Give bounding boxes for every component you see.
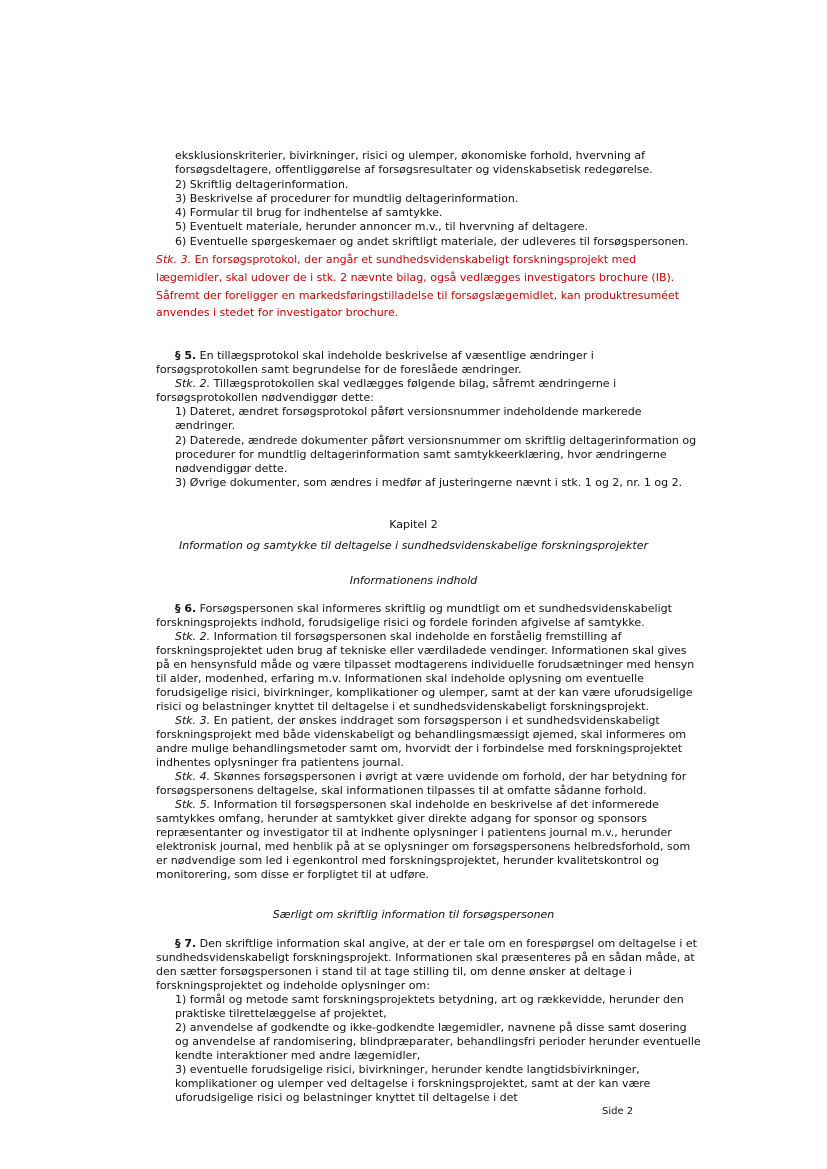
red-text-line: Såfremt der foreligger en markedsføringstilladelse til forsøgslægemidlet, kan produktresuméet [156,289,680,302]
text-line: forskningsprojekt med både videnskabeligt og behandlingsmæssigt øjemed, skal informeres om [156,728,687,741]
paragraph-marker: § 7. [175,937,197,950]
list-item: 4) Formular til brug for indhentelse af samtykke. [175,206,443,219]
text-line: samtykkes omfang, herunder at samtykket giver direkte adgang for sponsor og sponsors [156,812,647,825]
stk-text: Tillægsprotokollen skal vedlægges følgende bilag, såfremt ændringerne i [210,377,617,390]
list-item: 3) Beskrivelse af procedurer for mundtlig deltagerinformation. [175,192,519,205]
text-line: risici og belastninger knyttet til deltagelse i et sundhedsvidenskabeligt forskningsprojekt. [156,700,649,713]
red-text-line: anvendes i stedet for investigator brochure. [156,306,399,319]
text-line: er nødvendige som led i egenkontrol med forskningsprojektet, herunder kvalitetskontrol og [156,854,660,867]
list-item: 5) Eventuelt materiale, herunder annoncer m.v., til hvervning af deltagere. [175,220,589,233]
text-line: den sætter forsøgspersonen i stand til at tage stilling til, om denne ønsker at deltage i [156,965,632,978]
list-item: 2) Skriftlig deltagerinformation. [175,178,349,191]
paragraph-marker: § 5. [175,349,197,362]
text-line: på en hensynsfuld måde og være tilpasset modtagerens individuelle forudsætninger med hensyn [156,658,695,671]
text-line: forskningsprojektet uden brug af tekniske eller værdiladede vendinger. Informationen skal gives [156,644,687,657]
stk-text: Information til forsøgspersonen skal indeholde en forståelig fremstilling af [210,630,622,643]
list-item: 2) Daterede, ændrede dokumenter påført versionsnummer om skriftlig deltagerinformation og [175,434,697,447]
list-item: og anvendelse af randomisering, blindpræparater, behandlingsfri perioder herunder eventuelle [175,1035,701,1048]
paragraph-text: En tillægsprotokol skal indeholde beskrivelse af væsentlige ændringer i [196,349,594,362]
text-line: eksklusionskriterier, bivirkninger, risici og ulemper, økonomiske forhold, hvervning af [175,149,646,162]
section-heading: Informationens indhold [349,574,478,587]
text-line: indhentes oplysninger fra patientens journal. [156,756,404,769]
list-item: uforudsigelige risici og belastninger knyttet til deltagelse i det [175,1091,518,1104]
paragraph-text: Forsøgspersonen skal informeres skriftlig og mundtligt om et sundhedsvidenskabeligt [196,602,672,615]
stk-line [175,377,616,391]
stk-marker: Stk. 3. [156,253,192,266]
list-item: praktiske tilrettelæggelse af projektet, [175,1007,387,1020]
list-item: ændringer. [175,419,236,432]
stk-marker: Stk. 4. [175,770,211,783]
list-item: 1) Dateret, ændret forsøgsprotokol påført versionsnummer indeholdende markerede [175,405,642,418]
paragraph-7-first-line [175,937,697,951]
list-item: 6) Eventuelle spørgeskemaer og andet skriftligt materiale, der udleveres til forsøgspersonen. [175,235,689,248]
list-item: komplikationer og ulemper ved deltagelse i forskningsprojektet, samt at der kan være [175,1077,651,1090]
red-text-line [156,253,636,267]
stk-line [175,630,621,644]
text-line: repræsentanter og investigator til at indhente oplysninger i patientens journal m.v., herunder [156,826,672,839]
list-item: nødvendiggør dette. [175,462,288,475]
stk-marker: Stk. 2. [175,377,211,390]
page-number: Side 2 [602,1106,634,1117]
section-heading: Særligt om skriftlig information til forsøgspersonen [272,908,555,921]
stk-line [175,798,659,812]
stk-marker: Stk. 3. [175,714,211,727]
chapter-subtitle: Information og samtykke til deltagelse i sundhedsvidenskabelige forskningsprojekter [178,539,649,552]
text-line: monitorering, som disse er forpligtet til at udføre. [156,868,429,881]
paragraph-5-first-line [175,349,594,363]
list-item: 3) eventuelle forudsigelige risici, bivirkninger, herunder kendte langtidsbivirkninger, [175,1063,640,1076]
text-line: forudsigelige risici, bivirkninger, komplikationer og ulemper, samt at der kan være uforudsigelige [156,686,693,699]
text-line: til alder, modenhed, erfaring m.v. Informationen skal indeholde oplysning om eventuelle [156,672,644,685]
paragraph-6-first-line [175,602,672,616]
text-line: forsøgsprotokollen nødvendiggør dette: [156,391,374,404]
stk-line [175,770,686,784]
text-line: forsøgsprotokollen samt begrundelse for de foreslåede ændringer. [156,363,522,376]
list-item: kendte interaktioner med andre lægemidler, [175,1049,421,1062]
paragraph-text: Den skriftlige information skal angive, at der er tale om en forespørgsel om deltagelse i et [196,937,697,950]
text-line: forsøgsdeltagere, offentliggørelse af forsøgsresultater og videnskabsetisk redegørelse. [175,163,653,176]
text-line: sundhedsvidenskabeligt forskningsprojekt. Informationen skal præsenteres på en sådan måde, at [156,951,695,964]
list-item: 1) formål og metode samt forskningsprojektets betydning, art og rækkevidde, herunder den [175,993,684,1006]
stk-marker: Stk. 2. [175,630,211,643]
paragraph-marker: § 6. [175,602,197,615]
red-text-line: lægemidler, skal udover de i stk. 2 nævnte bilag, også vedlægges investigators brochure (IB). [156,271,675,284]
list-item: procedurer for mundtlig deltagerinformation samt samtykkeerklæring, hvor ændringerne [175,448,667,461]
list-item: 3) Øvrige dokumenter, som ændres i medfør af justeringerne nævnt i stk. 1 og 2, nr. 1 og 2. [175,476,683,489]
text-line: forskningsprojekts indhold, forudsigelige risici og fordele forinden afgivelse af samtykke. [156,616,645,629]
stk-line [175,714,660,728]
stk-text: En patient, der ønskes inddraget som forsøgsperson i et sundhedsvidenskabeligt [210,714,660,727]
stk-text: Information til forsøgspersonen skal indeholde en beskrivelse af det informerede [210,798,659,811]
chapter-title: Kapitel 2 [389,518,438,531]
text-line: forskningsprojektet og indeholde oplysninger om: [156,979,430,992]
stk-marker: Stk. 5. [175,798,211,811]
red-text: En forsøgsprotokol, der angår et sundhedsvidenskabeligt forskningsprojekt med [191,253,637,266]
text-line: forsøgspersonens deltagelse, skal informationen tilpasses til at omfatte sådanne forhold. [156,784,647,797]
list-item: 2) anvendelse af godkendte og ikke-godkendte lægemidler, navnene på disse samt dosering [175,1021,687,1034]
stk-text: Skønnes forsøgspersonen i øvrigt at være uvidende om forhold, der har betydning for [210,770,687,783]
text-line: andre mulige behandlingsmetoder samt om, hvorvidt der i forbindelse med forskningsprojektet [156,742,683,755]
text-line: elektronisk journal, med henblik på at se oplysninger om forsøgspersonens helbredsforhold, som [156,840,691,853]
